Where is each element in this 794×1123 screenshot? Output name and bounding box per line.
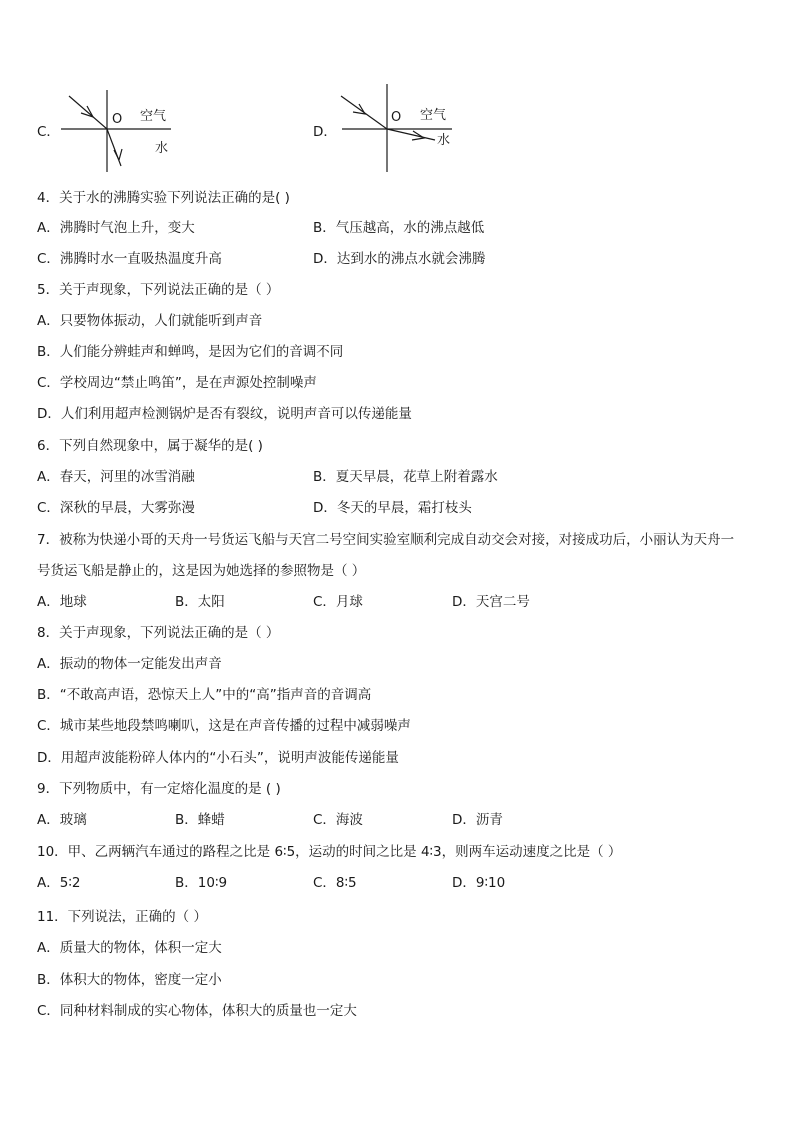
q6-option-a: A．春天，河里的冰雪消融: [37, 469, 195, 485]
question-7-stem: 7．被称为快递小哥的天舟一号货运飞船与天宫二号空间实验室顺利完成自动交会对接，对接成功后，小丽认为天舟一: [37, 532, 735, 548]
q9-option-b: B．蜂蜡: [175, 812, 225, 828]
q9-option-c: C．海波: [313, 812, 363, 828]
refracted-ray: [387, 129, 435, 140]
q6-option-b: B．夏天早晨，花草上附着露水: [313, 469, 498, 485]
refraction-diagram-c: [37, 82, 297, 174]
air-label: 空气: [420, 108, 447, 123]
q8-option-d: D．用超声波能粉碎人体内的“小石头”，说明声波能传递能量: [37, 750, 399, 766]
air-label: 空气: [140, 109, 167, 124]
diagram-c: [37, 82, 297, 174]
q8-option-b: B．“不敢高声语，恐惊天上人”中的“高”指声音的音调高: [37, 687, 372, 703]
q7-option-b: B．太阳: [175, 594, 225, 610]
diagram-d-letter: D．: [313, 124, 337, 140]
water-label: 水: [437, 133, 451, 148]
question-5-stem: 5．关于声现象，下列说法正确的是（ ）: [37, 282, 280, 298]
question-11-stem: 11．下列说法，正确的（ ）: [37, 909, 207, 925]
question-7-stem-cont: 号货运飞船是静止的，这是因为她选择的参照物是（ ）: [37, 563, 366, 579]
water-label: 水: [155, 141, 169, 156]
q7-option-d: D．天宫二号: [452, 594, 530, 610]
origin-label: O: [391, 110, 402, 125]
question-4-stem: 4．关于水的沸腾实验下列说法正确的是( ): [37, 190, 290, 206]
q6-option-d: D．冬天的早晨，霜打枝头: [313, 500, 472, 516]
origin-label: O: [112, 112, 123, 127]
q9-option-a: A．玻璃: [37, 812, 87, 828]
diagram-d: [313, 82, 573, 174]
q8-option-a: A．振动的物体一定能发出声音: [37, 656, 222, 672]
question-8-stem: 8．关于声现象，下列说法正确的是（ ）: [37, 625, 280, 641]
q10-option-c: C．8∶5: [313, 875, 357, 891]
incident-ray: [69, 96, 107, 129]
q9-option-d: D．沥青: [452, 812, 503, 828]
q11-option-b: B．体积大的物体，密度一定小: [37, 972, 222, 988]
q4-option-c: C．沸腾时水一直吸热温度升高: [37, 251, 222, 267]
q4-option-a: A．沸腾时气泡上升，变大: [37, 220, 195, 236]
q4-option-d: D．达到水的沸点水就会沸腾: [313, 251, 486, 267]
diagram-c-letter: C．: [37, 124, 60, 140]
q10-option-a: A．5∶2: [37, 875, 81, 891]
q7-option-c: C．月球: [313, 594, 363, 610]
q8-option-c: C．城市某些地段禁鸣喇叭，这是在声音传播的过程中减弱噪声: [37, 718, 411, 734]
q5-option-d: D．人们利用超声检测锅炉是否有裂纹，说明声音可以传递能量: [37, 406, 412, 422]
q4-option-b: B．气压越高，水的沸点越低: [313, 220, 485, 236]
q7-option-a: A．地球: [37, 594, 87, 610]
question-6-stem: 6．下列自然现象中，属于凝华的是( ): [37, 438, 263, 454]
refraction-diagram-d: [313, 82, 573, 174]
q11-option-c: C．同种材料制成的实心物体，体积大的质量也一定大: [37, 1003, 357, 1019]
q11-option-a: A．质量大的物体，体积一定大: [37, 940, 222, 956]
q5-option-b: B．人们能分辨蛙声和蝉鸣，是因为它们的音调不同: [37, 344, 344, 360]
q5-option-c: C．学校周边“禁止鸣笛”，是在声源处控制噪声: [37, 375, 317, 391]
q10-option-d: D．9∶10: [452, 875, 506, 891]
question-10-stem: 10．甲、乙两辆汽车通过的路程之比是 6∶5，运动的时间之比是 4∶3，则两车运动速度之比是（ ）: [37, 844, 622, 860]
question-9-stem: 9．下列物质中，有一定熔化温度的是 ( ): [37, 781, 281, 797]
q10-option-b: B．10∶9: [175, 875, 228, 891]
q5-option-a: A．只要物体振动，人们就能听到声音: [37, 313, 263, 329]
q6-option-c: C．深秋的早晨，大雾弥漫: [37, 500, 195, 516]
